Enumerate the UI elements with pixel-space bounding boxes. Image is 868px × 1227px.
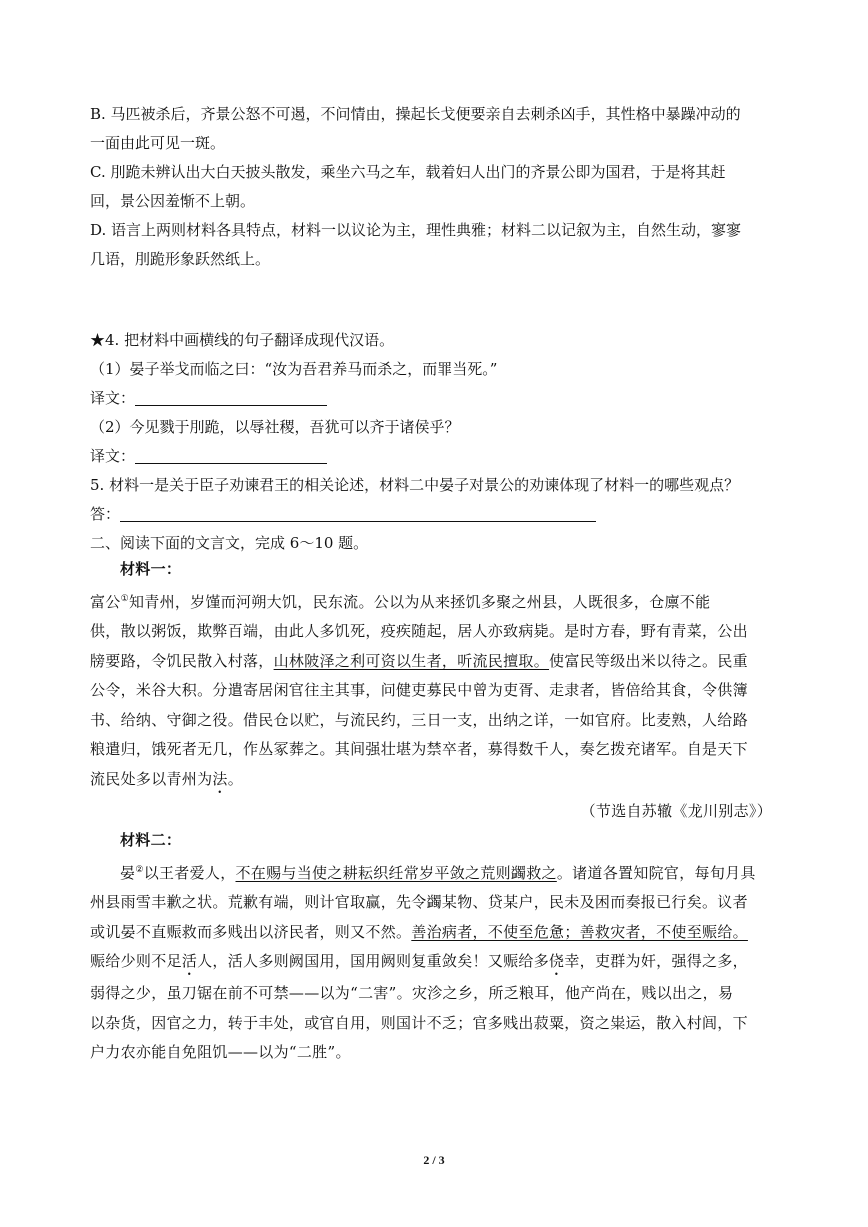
footnote-marker-2: ②: [135, 864, 144, 875]
option-c-line-1: C. 刖跪未辨认出大白天披头散发，乘坐六马之车，载着妇人出门的齐景公即为国君，于是将其赶: [90, 163, 726, 181]
material-2-line-4: 赈给少则不足活人，活人多则阙国用，国用阙则复重敛矣！又赈给多侥幸，吏群为奸，强得之多，: [90, 952, 748, 970]
q4-sentence-1: （1）晏子举戈而临之曰：“汝为吾君养马而杀之，而罪当死。”: [90, 360, 498, 378]
page-number: 2 / 3: [423, 1153, 445, 1167]
material-1-line-4: 公令，米谷大积。分遣寄居闲官往主其事，问健吏募民中曾为吏胥、走隶者，皆倍给其食，令供簿: [90, 681, 748, 699]
underlined-sentence-3: 善治病者，不使至危惫；善救灾者，不使至赈给。: [411, 922, 748, 941]
material-1-line-6: 粮遣归，饿死者无几，作丛冢葬之。其间强壮堪为禁卒者，募得数千人，奏乞拨充诸军。自是天下: [90, 740, 748, 758]
underlined-sentence-1: 山林陂泽之利可资以生者，听流民擅取。: [273, 651, 550, 670]
underlined-sentence-2: 不在赐与当使之耕耘织纴常岁平敛之荒则蠲救之: [235, 863, 557, 882]
q5-answer-label: 答：: [90, 505, 121, 523]
option-b-line-2: 一面由此可见一斑。: [90, 134, 226, 152]
material-2-line-2: 州县雨雪丰歉之状。荒歉有端，则计官取赢，先令蠲某物、贷某户，民未及困而奏报已行矣。议者: [90, 893, 748, 911]
option-d-line-1: D. 语言上两则材料各具特点，材料一以议论为主，理性典雅；材料二以记叙为主，自然生动，寥寥: [90, 221, 742, 239]
option-b-line-1: B. 马匹被杀后，齐景公怒不可遏，不问情由，操起长戈便要亲自去刺杀凶手，其性格中暴躁冲动的: [90, 105, 741, 123]
material-1-source: （节选自苏辙《龙川别志》）: [580, 801, 772, 820]
q5-answer-blank[interactable]: [120, 504, 596, 522]
q4-answer-1: [90, 384, 739, 413]
material-1-line-3: 牓要路，令饥民散入村落，山林陂泽之利可资以生者，听流民擅取。使富民等级出米以待之。民重: [90, 651, 748, 670]
material-2-line-6: 以杂货，因官之力，转于丰处，或官自用，则国计不乏；官多贱出菽粟，资之粜运，散入村闾，下: [90, 1013, 748, 1032]
material-2-title: 材料二：: [120, 831, 182, 849]
q4-answer-1-blank[interactable]: [135, 388, 327, 406]
material-1-line-1: 富公①知青州，岁馑而河朔大饥，民东流。公以为从来拯饥多聚之州县，人既很多，仓廪不能: [90, 592, 711, 611]
material-1-title: 材料一：: [120, 560, 182, 578]
q4-answer-2-label: 译文：: [90, 447, 136, 465]
material-2-line-3: 或讥晏不直赈救而多贱出以济民者，则又不然。善治病者，不使至危惫；善救灾者，不使至赈给。: [90, 922, 748, 941]
material-1-line-5: 书、给纳、守御之役。借民仓以贮，与流民约，三日一支，出纳之详，一如官府。比麦熟，人给路: [90, 710, 748, 729]
material-1-line-2: 供，散以粥饭，欺弊百端，由此人多饥死，疫疾随起，居人亦致病毙。是时方春，野有青菜，公出: [90, 622, 748, 640]
dotted-char-huo: 活: [181, 952, 198, 970]
material-1-line-7: 流民处多以青州为法。: [90, 769, 244, 788]
q5-answer: [90, 500, 739, 529]
q4-answer-2-blank[interactable]: [135, 446, 327, 464]
material-1: [90, 555, 790, 1068]
q4-answer-1-label: 译文：: [90, 389, 136, 407]
q5-text: 5. 材料一是关于臣子劝谏君王的相关论述，材料二中晏子对景公的劝谏体现了材料一的哪些观点？: [90, 476, 740, 494]
q4-sentence-2: （2）今见戮于刖跪，以辱社稷，吾犹可以齐于诸侯乎？: [90, 418, 460, 436]
material-2-line-7: 户力农亦能自免阻饥——以为“二胜”。: [90, 1043, 351, 1061]
q3-options: [90, 100, 741, 274]
footnote-marker-1: ①: [120, 593, 129, 604]
question-4: [90, 326, 739, 558]
option-c-line-2: 回，景公因羞惭不上朝。: [90, 192, 256, 210]
dotted-char-fa: 法: [212, 769, 228, 788]
section-2-title: 二、阅读下面的文言文，完成 6～10 题。: [90, 534, 369, 552]
dotted-char-jiao: 侥: [549, 952, 565, 970]
material-2-line-1: 晏②以王者爱人，不在赐与当使之耕耘织纴常岁平敛之荒则蠲救之。诸道各置知院官，每旬月具: [120, 863, 756, 882]
material-2-line-5: 弱得之少，虽刀锯在前不可禁——以为“二害”。灾沴之乡，所乏粮耳，他产尚在，贱以出之，易: [90, 984, 734, 1002]
option-d-line-2: 几语，刖跪形象跃然纸上。: [90, 250, 271, 268]
q4-answer-2: [90, 442, 739, 471]
q4-title: ★4. 把材料中画横线的句子翻译成现代汉语。: [90, 331, 395, 349]
